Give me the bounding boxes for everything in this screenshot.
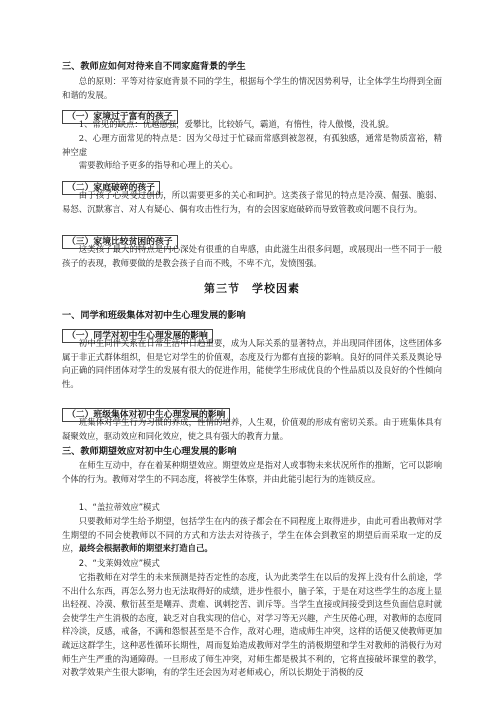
paragraph-rich-1: 1、常见的缺点：优越感强，爱攀比，比较娇气，霸道，有惰性，待人傲慢，没礼貌。 [78, 119, 394, 129]
paragraph-pygmalion [62, 515, 442, 556]
section-heading-family-background: 三、教师应如何对待来自不同家庭背景的学生 [62, 61, 246, 72]
subheading-broken-label: （二）家庭破碎的孩子 [62, 181, 160, 195]
paragraph-poor-1: 这类孩子最大的特点是内心深处有很重的自卑感，由此滋生出很多问题，或展现出一些不同于一般孩子的表现，教师要做的是教会孩子自而不贱，不卑不亢，发愤图强。 [62, 244, 442, 268]
paragraph-peer-1: 初中生同伴关系在日常生活中日趋重要，成为人际关系的显著特点，并出现同伴团体，这些团体多属于非正式群体组织，但是它对学生的价值观，态度及行为都有直接的影响。良好的同伴关系及舆论导向正确的同伴团体对学生的发展有很大的促进作用，能使学生形成优良的个性品质以及良好的个性倾向性。 [62, 338, 442, 389]
subheading-peer-label: （一）同学对初中生心理发展的影响 [62, 329, 213, 343]
heading-golem-model: 2、“戈莱姆效应”模式 [78, 558, 160, 568]
heading-pygmalion-model: 1、“盖拉蒂效应”模式 [78, 502, 160, 512]
paragraph-pygmalion-bold: 最终会根据教师的期望来打造自己。 [78, 543, 213, 554]
section-title: 第三节 学校因素 [204, 282, 300, 295]
paragraph-rich-2: 2、心理方面常见的特点是：因为父母过于忙碌而常感到被忽视，有孤独感，通常是物质富裕，精神空虚 [62, 133, 442, 157]
paragraph-golem: 它指教师在对学生的未来预测是持否定性的态度，认为此类学生在以后的发挥上没有什么前途，学不出什么东西，再怎么努力也无法取得好的成绩，进步性很小，脑子笨，于是在对这些学生的态度上显出轻视、冷漠、敷衍甚至是嘲弄、责难、讽刺挖苦、训斥等。当学生直接或间接受到这些负面信息时就会使学生产生消极的态度，缺乏对自我实现的信心，对学习等无兴趣，产生厌倦心理，对教师的态度同样冷淡，反感，戒备，不满和怨恨甚至是不合作，敌对心理，造成师生冲突，这样的话便又使教师更加疏远这群学生，这种恶性循环长期性，周而复始造成教师对学生的消极期望和学生对教师的消极行为对师生产生严重的沟通障碍。一旦形成了师生冲突，对师生都是极其不利的，它将直接破坏课堂的教学，对教学效果产生很大影响，有的学生还会因为对老师戒心，所以长期处于消极的反 [62, 572, 442, 678]
paragraph-expectation-1: 在师生互动中，存在着某种期望效应。期望效应是指对人或事物未来状况所作的推断，它可以影响个体的行为。教师对学生的不同态度，将被学生体察，并由此能引起行为的连锁反应。 [62, 460, 442, 484]
paragraph-principle: 总的原则：平等对待家庭背景不同的学生，根据每个学生的情况因势利导，让全体学生均得到全面和谐的发展。 [62, 76, 442, 100]
subheading-class-label: （二）班级集体对初中生心理发展的影响 [62, 408, 230, 422]
paragraph-pygmalion-text: 只要教师对学生给予期望，包括学生在内的孩子都会在不同程度上取得进步，由此可看出教师对学生期望的不同会使教师以不同的方式和方法去对待孩子，学生在体会到教室的期望后而采取一定的反应， [62, 516, 442, 554]
subheading-rich-label: （一）家境过于富有的孩子 [62, 110, 178, 124]
paragraph-rich-3: 需要教师给予更多的指导和心理上的关心。 [78, 160, 238, 170]
subheading-poor-label: （三）家境比较贫困的孩子 [62, 235, 178, 249]
heading-peer-influence: 一、同学和班级集体对初中生心理发展的影响 [62, 310, 246, 321]
paragraph-broken-1: 由于孩子心灵受过创伤，所以需要更多的关心和呵护。这类孩子常见的特点是冷漠、倔强、脆弱、易怒、沉默寡言、对人有疑心、偶有攻击性行为，有的会因家庭破碎而导致管教或问题不良行为。 [62, 190, 442, 214]
heading-teacher-expectation: 三、教师期望效应对初中生心理发展的影响 [62, 446, 237, 457]
paragraph-class-1: 班集体对学生行为习惯的养成，性情的培养，人生观，价值观的形成有密切关系。由于班集体具有凝聚效应，驱动效应和同化效应，使之具有强大的教育力量。 [62, 417, 442, 441]
